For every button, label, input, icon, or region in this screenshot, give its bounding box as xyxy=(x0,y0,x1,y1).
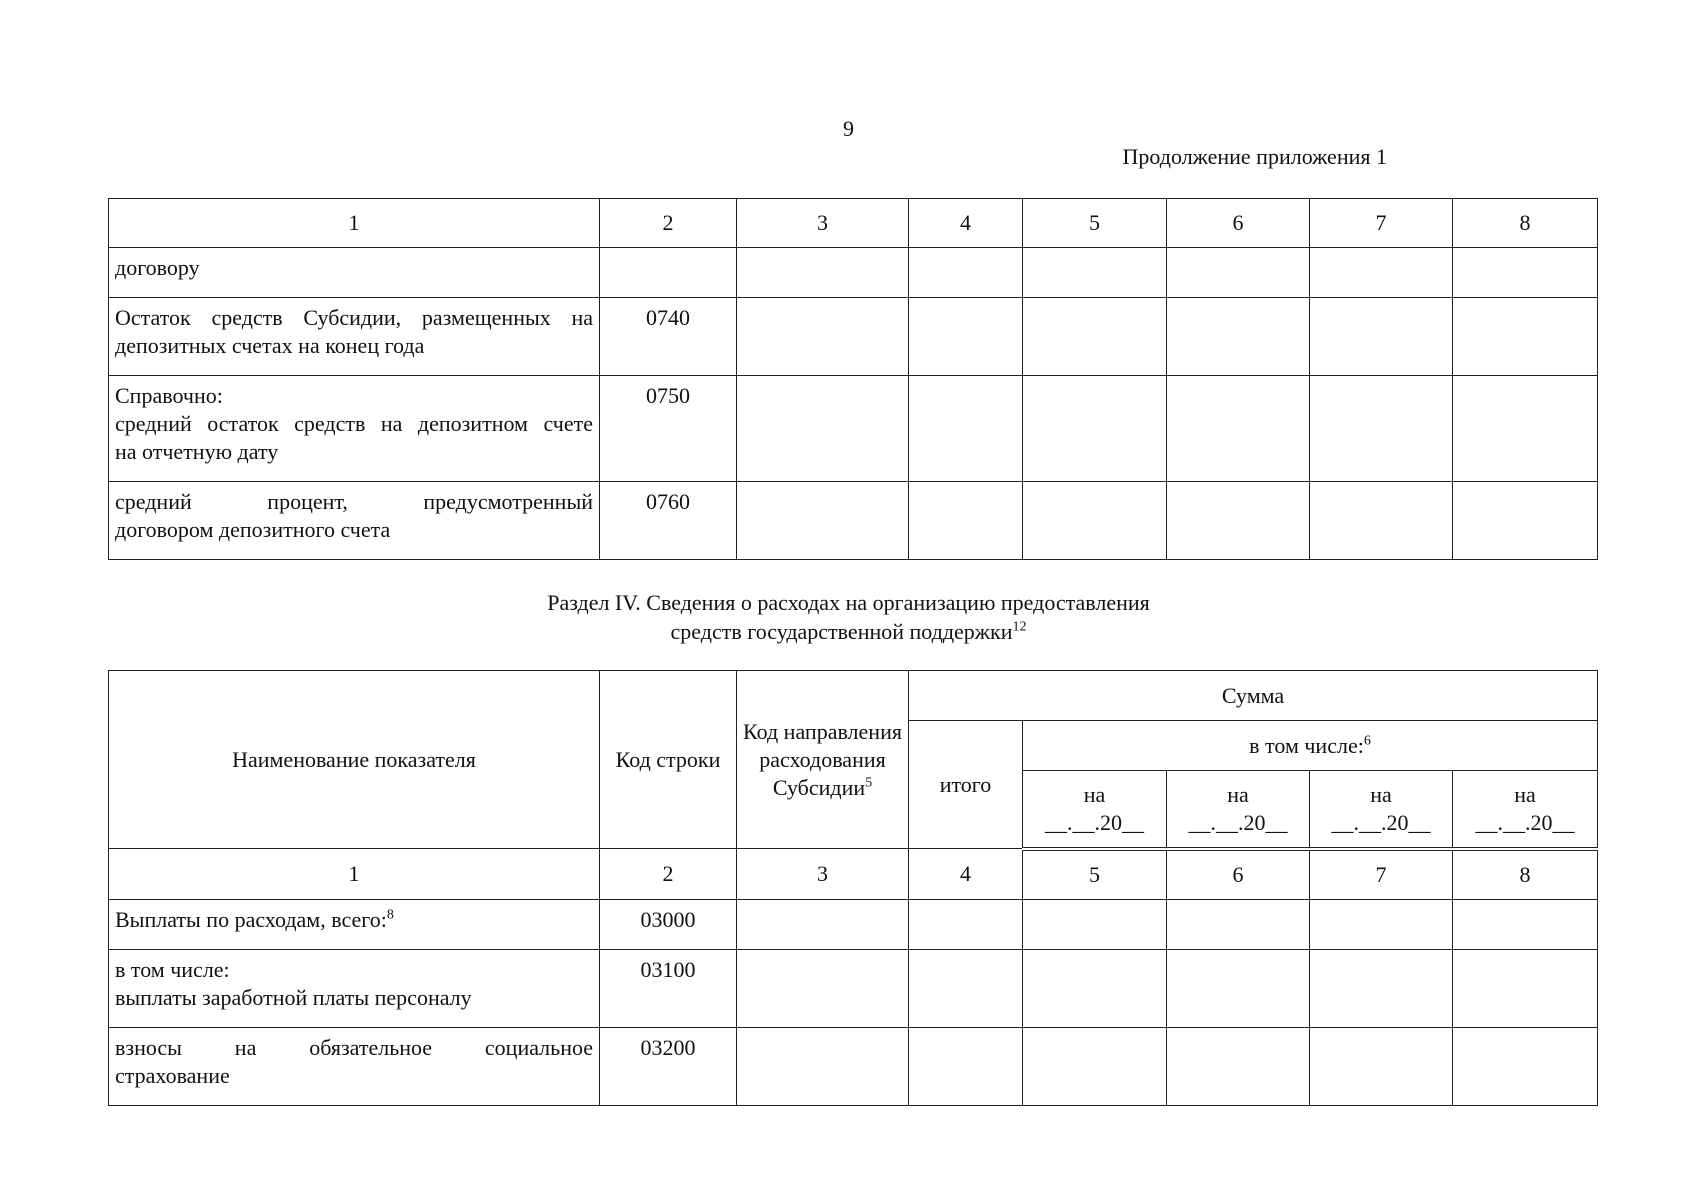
value-cell xyxy=(909,482,1023,560)
value-cell xyxy=(1310,949,1453,1027)
row-code: 0740 xyxy=(600,298,737,376)
table-header-row xyxy=(109,199,1598,248)
value-cell xyxy=(1167,899,1310,949)
value-cell xyxy=(909,1027,1023,1105)
date-prefix: на xyxy=(1227,781,1249,807)
column-number: 3 xyxy=(737,849,909,900)
table-row xyxy=(109,248,1598,298)
date-placeholder: __.__.20__ xyxy=(1331,809,1431,835)
date-placeholder: __.__.20__ xyxy=(1475,809,1575,835)
value-cell xyxy=(737,482,909,560)
column-number: 4 xyxy=(909,199,1023,248)
value-cell xyxy=(1310,376,1453,482)
row-code: 03200 xyxy=(600,1027,737,1105)
table-row xyxy=(109,298,1598,376)
value-cell xyxy=(1023,248,1167,298)
value-cell xyxy=(1453,482,1598,560)
column-number: 5 xyxy=(1023,199,1167,248)
value-cell xyxy=(1453,298,1598,376)
value-cell xyxy=(737,899,909,949)
value-cell xyxy=(1023,1027,1167,1105)
footnote-marker: 5 xyxy=(865,775,873,791)
date-placeholder: __.__.20__ xyxy=(1188,809,1288,835)
value-cell xyxy=(1310,298,1453,376)
indicator-name xyxy=(109,1027,600,1105)
table-row xyxy=(109,949,1598,1027)
page-number: 9 xyxy=(843,116,854,141)
value-cell xyxy=(1023,482,1167,560)
date-prefix: на xyxy=(1514,781,1536,807)
column-number: 6 xyxy=(1167,199,1310,248)
table-section-3-continuation xyxy=(108,198,1598,560)
header-direction-code-text: Код направления расходования Субсидии xyxy=(743,718,902,800)
value-cell xyxy=(909,376,1023,482)
table-row xyxy=(109,482,1598,560)
value-cell xyxy=(1023,899,1167,949)
header-sum: Сумма xyxy=(909,671,1598,721)
date-prefix: на xyxy=(1370,781,1392,807)
indicator-name-line: договором депозитного счета xyxy=(115,517,391,542)
row-code xyxy=(600,248,737,298)
column-number: 4 xyxy=(909,849,1023,900)
column-number: 8 xyxy=(1453,849,1598,900)
column-number: 1 xyxy=(109,849,600,900)
value-cell xyxy=(737,298,909,376)
indicator-name xyxy=(109,482,600,560)
header-including-text: в том числе: xyxy=(1249,732,1364,758)
indicator-name-line: Остаток средств Субсидии, размещенных на xyxy=(115,305,593,330)
indicator-name-line: взносы на обязательное социальное xyxy=(115,1034,593,1060)
value-cell xyxy=(1167,298,1310,376)
column-number: 6 xyxy=(1167,849,1310,900)
indicator-name-text: Выплаты по расходам, всего: xyxy=(115,906,387,932)
table-row xyxy=(109,1027,1598,1105)
value-cell xyxy=(909,899,1023,949)
indicator-name xyxy=(109,376,600,482)
value-cell xyxy=(1167,376,1310,482)
column-number: 7 xyxy=(1310,849,1453,900)
header-direction-code xyxy=(737,671,909,849)
section-title xyxy=(0,588,1697,646)
column-number: 1 xyxy=(109,199,600,248)
column-number: 5 xyxy=(1023,849,1167,900)
value-cell xyxy=(737,248,909,298)
row-code: 03000 xyxy=(600,899,737,949)
indicator-name: договору xyxy=(109,248,600,298)
value-cell xyxy=(1167,1027,1310,1105)
value-cell xyxy=(1453,949,1598,1027)
indicator-name-line: выплаты заработной платы персоналу xyxy=(115,984,472,1010)
row-code: 0760 xyxy=(600,482,737,560)
value-cell xyxy=(1453,248,1598,298)
column-number: 2 xyxy=(600,849,737,900)
row-code: 03100 xyxy=(600,949,737,1027)
table-row xyxy=(109,899,1598,949)
value-cell xyxy=(1453,899,1598,949)
appendix-continuation-label: Продолжение приложения 1 xyxy=(1122,144,1387,169)
value-cell xyxy=(1453,376,1598,482)
header-date-column xyxy=(1453,771,1598,849)
indicator-name xyxy=(109,899,600,949)
value-cell xyxy=(1167,949,1310,1027)
value-cell xyxy=(1453,1027,1598,1105)
indicator-name-line: страхование xyxy=(115,1062,230,1088)
header-indicator-name: Наименование показателя xyxy=(109,671,600,849)
header-including xyxy=(1023,721,1598,771)
value-cell xyxy=(909,248,1023,298)
indicator-name-line: средний остаток средств на депозитном счете xyxy=(115,411,593,436)
table-section-4-expenses xyxy=(108,670,1598,1106)
section-title-line-2: средств государственной поддержки xyxy=(670,619,1013,644)
table-number-row xyxy=(109,849,1598,900)
date-prefix: на xyxy=(1083,781,1106,807)
value-cell xyxy=(909,949,1023,1027)
footnote-marker: 6 xyxy=(1363,733,1371,749)
value-cell xyxy=(1023,298,1167,376)
indicator-name-line: на отчетную дату xyxy=(115,439,279,464)
header-date-column xyxy=(1023,771,1167,849)
indicator-name-line: Справочно: xyxy=(115,383,223,408)
date-placeholder: __.__.20__ xyxy=(1045,809,1144,835)
table-head-row xyxy=(109,671,1598,721)
value-cell xyxy=(1023,949,1167,1027)
column-number: 7 xyxy=(1310,199,1453,248)
header-date-column xyxy=(1310,771,1453,849)
value-cell xyxy=(1310,899,1453,949)
value-cell xyxy=(1310,482,1453,560)
table-row xyxy=(109,376,1598,482)
value-cell xyxy=(737,949,909,1027)
indicator-name-line: депозитных счетах на конец года xyxy=(115,333,425,358)
header-date-column xyxy=(1167,771,1310,849)
indicator-name xyxy=(109,949,600,1027)
row-code: 0750 xyxy=(600,376,737,482)
value-cell xyxy=(909,298,1023,376)
indicator-name-line: в том числе: xyxy=(115,956,230,982)
value-cell xyxy=(737,376,909,482)
value-cell xyxy=(737,1027,909,1105)
value-cell xyxy=(1167,482,1310,560)
value-cell xyxy=(1310,248,1453,298)
column-number: 8 xyxy=(1453,199,1598,248)
column-number: 2 xyxy=(600,199,737,248)
footnote-marker: 8 xyxy=(386,907,394,923)
header-row-code: Код строки xyxy=(600,671,737,849)
indicator-name-line: средний процент, предусмотренный xyxy=(115,489,593,514)
value-cell xyxy=(1310,1027,1453,1105)
column-number: 3 xyxy=(737,199,909,248)
value-cell xyxy=(1023,376,1167,482)
value-cell xyxy=(1167,248,1310,298)
footnote-marker: 12 xyxy=(1012,619,1027,635)
section-title-line-1: Раздел IV. Сведения о расходах на организацию предоставления xyxy=(547,590,1150,615)
header-total: итого xyxy=(909,721,1023,849)
indicator-name xyxy=(109,298,600,376)
